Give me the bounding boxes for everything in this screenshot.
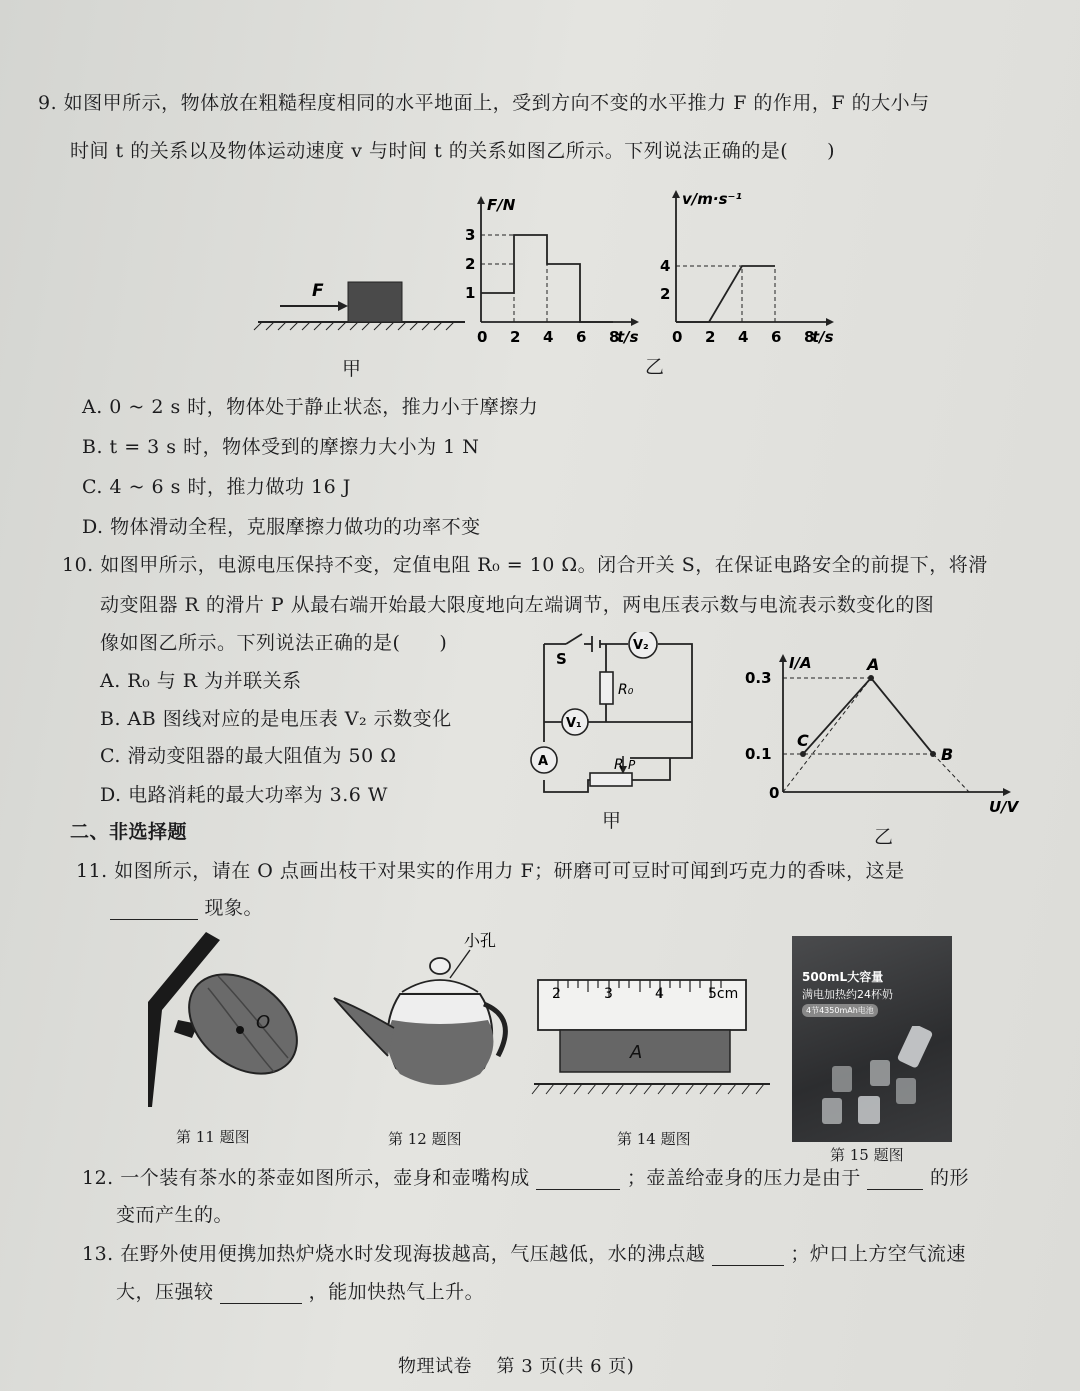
rheostat — [590, 773, 632, 786]
f-t-chart — [455, 188, 650, 353]
fig15-product-photo — [792, 936, 952, 1142]
q9-option-c[interactable]: C. 4 ~ 6 s 时，推力做功 16 J — [82, 476, 351, 498]
iu-point-C — [800, 751, 806, 757]
q10-option-a[interactable]: A. R₀ 与 R 为并联关系 — [100, 670, 302, 692]
vt-x-tick: 6 — [771, 328, 782, 346]
fig12-teapot — [330, 928, 520, 1113]
vt-x-arrow-icon — [826, 318, 834, 326]
q9-stem-line1: 9. 如图甲所示，物体放在粗糙程度相同的水平地面上，受到方向不变的水平推力 F 的作用，F 的大小与 — [38, 92, 930, 114]
v2-label: V₂ — [633, 638, 649, 653]
point-o-label: O — [256, 1012, 271, 1033]
iu-y-label: I/A — [789, 654, 812, 672]
block-a — [560, 1030, 730, 1072]
q9-option-a[interactable]: A. 0 ~ 2 s 时，物体处于静止状态，推力小于摩擦力 — [82, 396, 539, 418]
fig14-ruler-block — [530, 974, 780, 1099]
q10-option-b[interactable]: B. AB 图线对应的是电压表 V₂ 示数变化 — [100, 708, 452, 730]
vt-y-tick: 2 — [660, 285, 671, 303]
fig14-caption: 第 14 题图 — [617, 1130, 691, 1148]
iu-point-label: C — [797, 731, 809, 750]
footer-page-number: 第 3 页(共 6 页) — [496, 1356, 635, 1377]
q13-text-2: ；炉口上方空气流速 — [790, 1243, 966, 1265]
q13-answer-blank-1[interactable] — [712, 1265, 784, 1266]
fig-jia-caption: 甲 — [342, 358, 362, 380]
q12-answer-blank-1[interactable] — [536, 1189, 620, 1190]
v1-label: V₁ — [566, 716, 582, 731]
q12-line2: 变而产生的。 — [116, 1204, 234, 1226]
point-o[interactable] — [236, 1026, 244, 1034]
vt-y-tick: 4 — [660, 257, 671, 275]
q13-line1 — [82, 1239, 966, 1266]
product-title-2: 满电加热约24杯奶 — [802, 988, 893, 1001]
vt-y-arrow-icon — [672, 190, 680, 198]
q12-text-2: ；壶盖给壶身的压力是由于 — [626, 1167, 861, 1189]
p-label: P — [628, 758, 636, 772]
table-hatch — [532, 1084, 764, 1094]
cups-illustration — [812, 1026, 942, 1136]
q10-circuit-diagram — [520, 632, 705, 807]
q10-option-d[interactable]: D. 电路消耗的最大功率为 3.6 W — [100, 784, 388, 806]
block-a-label: A — [630, 1042, 643, 1063]
ft-y-tick: 2 — [465, 255, 476, 273]
q13-text-4: ，能加快热气上升。 — [308, 1281, 485, 1303]
iu-point-A — [868, 675, 874, 681]
vt-x-label: t/s — [812, 328, 834, 346]
tick-5cm: 5cm — [708, 986, 739, 1002]
block — [348, 282, 402, 322]
vt-x-tick: 2 — [705, 328, 716, 346]
ft-x-tick: 0 — [477, 328, 488, 346]
fig-yi-caption: 乙 — [645, 356, 665, 378]
ft-y-tick: 1 — [465, 284, 476, 302]
vt-series-line — [676, 266, 775, 322]
hole-label: 小孔 — [464, 931, 497, 950]
iu-y-tick: 0.1 — [745, 745, 772, 763]
footer — [398, 1352, 634, 1378]
r-label: R — [614, 757, 624, 773]
q13-text-3: 大，压强较 — [116, 1281, 214, 1303]
product-tag: 4节4350mAh电池 — [802, 1004, 878, 1017]
switch-label: S — [556, 650, 567, 668]
q12-line1 — [82, 1163, 969, 1190]
q11-line1: 11. 如图所示，请在 O 点画出枝干对果实的作用力 F；研磨可可豆时可闻到巧克力的香味，这是 — [76, 860, 905, 882]
q12-text-1: 12. 一个装有茶水的茶壶如图所示，壶身和壶嘴构成 — [82, 1167, 530, 1189]
teapot-spout — [334, 998, 394, 1056]
product-title-1: 500mL大容量 — [802, 970, 884, 984]
iu-caption: 乙 — [874, 826, 894, 848]
ft-x-tick: 2 — [510, 328, 521, 346]
iu-point-B — [930, 751, 936, 757]
ground-hatch — [254, 322, 454, 330]
r0-resistor — [600, 672, 613, 704]
tick-2: 2 — [552, 986, 561, 1002]
q9-option-b[interactable]: B. t = 3 s 时，物体受到的摩擦力大小为 1 N — [82, 436, 480, 458]
fig12-caption: 第 12 题图 — [388, 1130, 462, 1148]
iu-origin: 0 — [769, 784, 780, 802]
fig11-caption: 第 11 题图 — [176, 1128, 250, 1146]
v-t-chart — [650, 182, 850, 354]
tick-4: 4 — [655, 986, 664, 1002]
lid-knob — [430, 958, 450, 974]
q9-stem-line2: 时间 t 的关系以及物体运动速度 v 与时间 t 的关系如图乙所示。下列说法正确的是( ) — [70, 140, 836, 162]
vt-x-tick: 8 — [804, 328, 815, 346]
fig11-branch-fruit — [148, 932, 318, 1112]
circuit-caption: 甲 — [602, 810, 622, 832]
iu-point-label: B — [941, 745, 954, 764]
ammeter-label: A — [538, 754, 549, 769]
q11-suffix: 现象。 — [204, 897, 264, 919]
iu-series-CA — [803, 678, 871, 754]
ft-x-arrow-icon — [631, 318, 639, 326]
ft-x-tick: 6 — [576, 328, 587, 346]
q9-option-d[interactable]: D. 物体滑动全程，克服摩擦力做功的功率不变 — [82, 516, 481, 538]
vt-y-label: v/m·s⁻¹ — [682, 190, 742, 208]
q11-line2 — [110, 893, 263, 920]
teapot-lid — [402, 980, 478, 992]
q10-stem-line2: 动变阻器 R 的滑片 P 从最右端开始最大限度地向左端调节，两电压表示数与电流表示数变化的图 — [100, 594, 935, 616]
vt-x-tick: 4 — [738, 328, 749, 346]
arrow-head-icon — [338, 301, 348, 311]
ft-x-label: t/s — [617, 328, 639, 346]
q10-option-c[interactable]: C. 滑动变阻器的最大阻值为 50 Ω — [100, 745, 397, 767]
vt-x-tick: 0 — [672, 328, 683, 346]
ft-x-tick: 8 — [609, 328, 620, 346]
cocoa-pod — [170, 954, 316, 1094]
switch-blade — [566, 634, 582, 644]
q10-stem-line3: 像如图乙所示。下列说法正确的是( ) — [100, 632, 448, 654]
q13-text-1: 13. 在野外使用便携加热炉烧水时发现海拔越高，气压越低，水的沸点越 — [82, 1243, 706, 1265]
iu-y-arrow-icon — [779, 654, 787, 662]
ft-y-arrow-icon — [477, 196, 485, 204]
section-title: 二、非选择题 — [70, 821, 188, 843]
ft-y-tick: 3 — [465, 226, 476, 244]
q11-answer-blank[interactable] — [110, 919, 198, 920]
force-label: F — [312, 281, 324, 301]
iu-x-arrow-icon — [1003, 788, 1011, 796]
q12-text-3: 的形 — [929, 1167, 969, 1189]
fig15-caption: 第 15 题图 — [830, 1146, 904, 1164]
hole-pointer — [450, 950, 470, 978]
iu-x-label: U/V — [989, 798, 1019, 816]
q13-line2 — [116, 1277, 484, 1304]
iu-y-tick: 0.3 — [745, 669, 772, 687]
tick-3: 3 — [604, 986, 613, 1002]
iu-point-label: A — [867, 655, 880, 674]
footer-subject: 物理试卷 — [398, 1356, 472, 1377]
q12-answer-blank-2[interactable] — [867, 1189, 923, 1190]
tea-water — [388, 1020, 494, 1085]
iu-series-AB — [871, 678, 933, 754]
q10-stem-line1: 10. 如图甲所示，电源电压保持不变，定值电阻 R₀ = 10 Ω。闭合开关 S，在保证电路安全的前提下，将滑 — [62, 554, 988, 576]
r0-label: R₀ — [618, 682, 634, 698]
ft-y-label: F/N — [487, 196, 516, 214]
i-u-chart — [745, 644, 1030, 824]
q13-answer-blank-2[interactable] — [220, 1303, 302, 1304]
ft-x-tick: 4 — [543, 328, 554, 346]
